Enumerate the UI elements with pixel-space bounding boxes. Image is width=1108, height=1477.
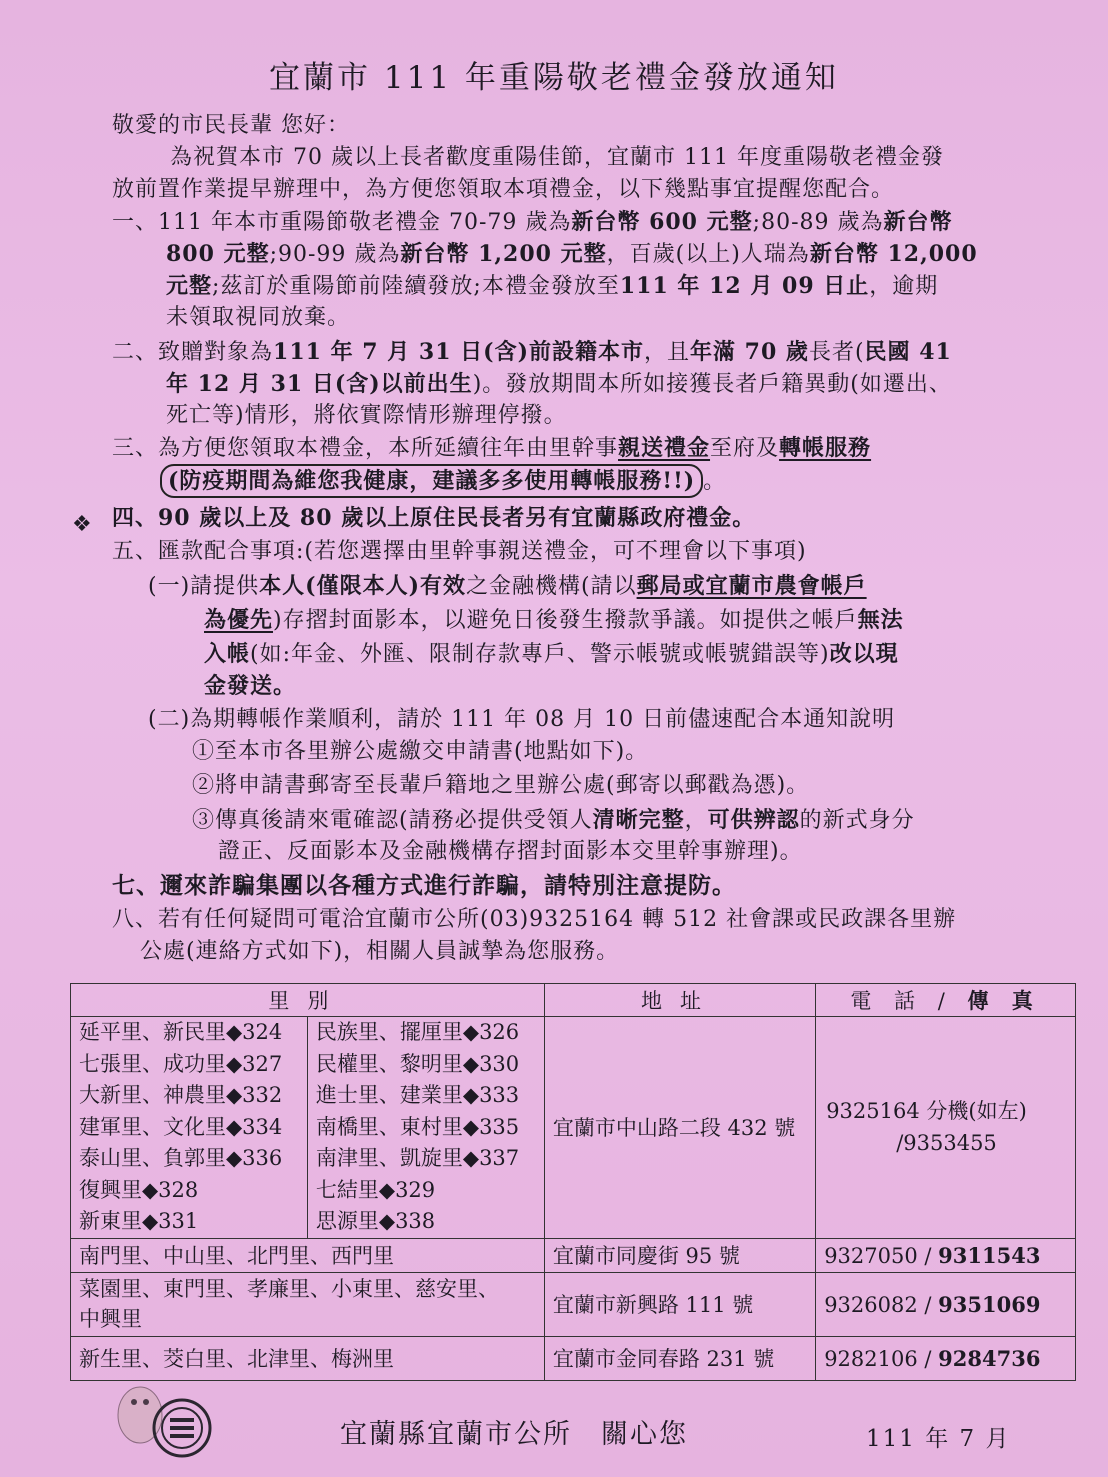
notice-title: 宜蘭市 111 年重陽敬老禮金發放通知 [269,60,839,96]
item5-2-point-3: ③傳真後請來電確認(請務必提供受領人清晰完整，可供辨認的新式身分 [192,807,915,833]
header-village: 里別 [71,984,545,1017]
item1-line-2: 800 元整;90-99 歲為新台幣 1,200 元整，百歲(以上)人瑞為新台幣 12,000 [166,241,978,267]
village-cell: 南門里、中山里、北門里、西門里 [71,1238,545,1272]
epidemic-note: (防疫期間為維您我健康，建議多多使用轉帳服務!!) [160,464,703,498]
item8-line-2: 公處(連絡方式如下)，相關人員誠摯為您服務。 [140,939,620,964]
item2-line-3: 死亡等)情形，將依實際情形辦理停撥。 [166,403,567,428]
village-list-item: 民族里、擺厘里◆326 [315,1020,520,1044]
item1-line-4: 未領取視同放棄。 [166,305,351,330]
phone-cell: 9282106 / 9284736 [816,1336,1076,1380]
village-list-item: 南津里、凱旋里◆337 [315,1146,520,1170]
footer-organization: 宜蘭縣宜蘭市公所 關心您 [340,1419,688,1450]
village-list-item: 延平里、新民里◆324 [79,1020,283,1044]
item1-line-1: 一、111 年本市重陽節敬老禮金 70-79 歲為新台幣 600 元整;80-89 歲為新台幣 [112,209,953,235]
village-list-item: 泰山里、負郭里◆336 [79,1146,283,1170]
item5-2-point-2: ②將申請書郵寄至長輩戶籍地之里辦公處(郵寄以郵戳為憑)。 [192,773,810,798]
village-list-item: 七張里、成功里◆327 [79,1051,283,1076]
item5-2-point-3-cont: 證正、反面影本及金融機構存摺封面影本交里幹事辦理)。 [218,839,803,864]
intro-line-1: 為祝賀本市 70 歲以上長者歡度重陽佳節，宜蘭市 111 年度重陽敬老禮金發 [170,145,944,170]
village-list-item: 大新里、神農里◆332 [79,1083,283,1107]
village-list-item: 七結里◆329 [315,1177,436,1202]
item5-1-line-4: 金發送。 [204,673,297,699]
village-list-item: 新東里◆331 [79,1209,199,1233]
item5-2-heading: (二)為期轉帳作業順利，請於 111 年 08 月 10 日前儘速配合本通知說明 [148,707,896,732]
address-cell: 宜蘭市金同春路 231 號 [544,1336,815,1380]
item2-line-1: 二、致贈對象為111 年 7 月 31 日(含)前設籍本市，且年滿 70 歲長者(民國 41 [112,339,952,365]
item5-2-point-1: ①至本市各里辦公處繳交申請書(地點如下)。 [192,739,649,764]
four-diamond-icon: ❖ [72,512,92,537]
village-list-item: 復興里◆328 [79,1177,199,1202]
item2-line-2: 年 12 月 31 日(含)以前出生)。發放期間本所如接獲長者戶籍異動(如遷出、 [166,371,952,397]
item4-line: 四、90 歲以上及 80 歲以上原住民長者另有宜蘭縣政府禮金。 [112,505,756,531]
village-list-item: 思源里◆338 [315,1209,436,1233]
item7-line: 七、邇來詐騙集團以各種方式進行詐騙，請特別注意提防。 [112,872,736,899]
item5-1-line-3: 入帳(如:年金、外匯、限制存款專戶、警示帳號或帳號錯誤等)改以現 [204,641,899,667]
item5-1-line-2: 為優先)存摺封面影本，以避免日後發生撥款爭議。如提供之帳戶無法 [204,607,904,633]
village-list-item: 民權里、黎明里◆330 [315,1051,520,1076]
header-address: 地址 [544,984,815,1017]
table-row [71,1272,1076,1336]
table-row [71,1336,1076,1380]
phone-cell: 9327050 / 9311543 [816,1238,1076,1272]
item5-1-line-1: (一)請提供本人(僅限本人)有效之金融機構(請以郵局或宜蘭市農會帳戶 [148,573,867,599]
greeting: 敬愛的市民長輩 您好： [112,113,350,138]
item3-line-2: (防疫期間為維您我健康，建議多多使用轉帳服務!!) 。 [160,464,726,500]
village-list-item: 進士里、建業里◆333 [315,1083,520,1107]
village-list-left [71,1017,308,1238]
phone-cell [816,1017,1076,1239]
city-emblem-icon [110,1370,220,1460]
item3-line-1: 三、為方便您領取本禮金，本所延續往年由里幹事親送禮金至府及轉帳服務 [112,435,872,461]
phone-line-1: 9325164 分機(如左) [826,1099,1027,1124]
village-list-item: 南橋里、東村里◆335 [315,1114,520,1139]
item5-heading: 五、匯款配合事項:(若您選擇由里幹事親送禮金，可不理會以下事項) [112,539,807,564]
item1-line-3: 元整;茲訂於重陽節前陸續發放;本禮金發放至111 年 12 月 09 日止，逾期 [166,273,939,299]
village-cell: 菜園里、東門里、孝廉里、小東里、慈安里、 中興里 [71,1272,545,1336]
phone-cell: 9326082 / 9351069 [816,1272,1076,1336]
village-list-item: 建軍里、文化里◆334 [79,1114,283,1139]
address-cell: 宜蘭市中山路二段 432 號 [544,1017,815,1239]
phone-line-2: /9353455 [896,1131,997,1156]
table-row [71,1238,1076,1272]
table-row [71,1017,1076,1239]
item8-line-1: 八、若有任何疑問可電洽宜蘭市公所(03)9325164 轉 512 社會課或民政課各里辦 [112,907,957,932]
header-phone: 電 話 / 傳 真 [816,984,1076,1017]
village-list-cell [71,1017,545,1239]
footer-date: 111 年 7 月 [866,1426,1011,1452]
contact-table [70,983,1076,1381]
village-list-right [308,1017,544,1238]
table-header-row [71,984,1076,1017]
address-cell: 宜蘭市同慶街 95 號 [544,1238,815,1272]
intro-line-2: 放前置作業提早辦理中，為方便您領取本項禮金，以下幾點事宜提醒您配合。 [112,177,895,202]
address-cell: 宜蘭市新興路 111 號 [544,1272,815,1336]
village-cell: 新生里、茭白里、北津里、梅洲里 [71,1336,545,1380]
